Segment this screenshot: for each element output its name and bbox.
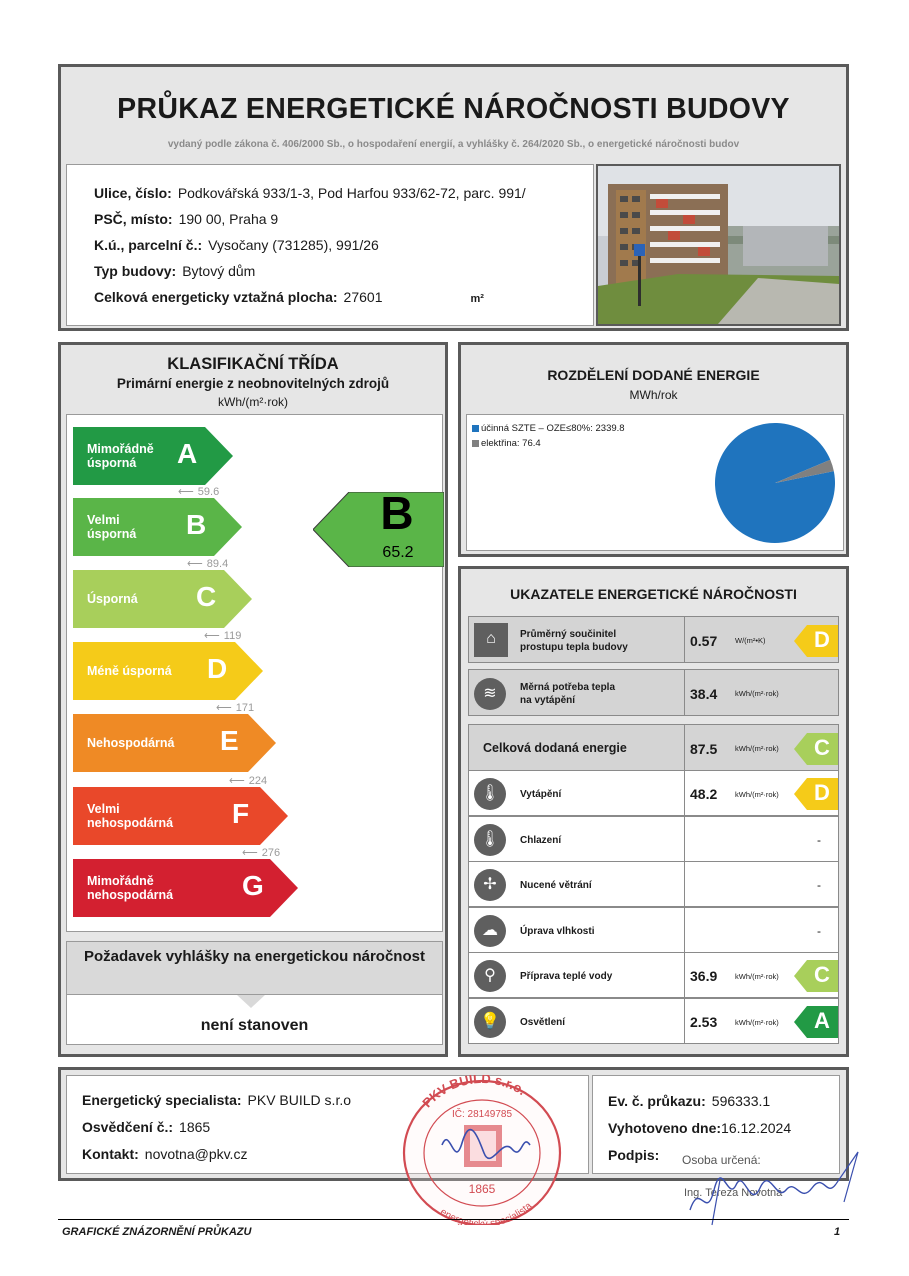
street-value: Podkovářská 933/1-3, Pod Harfou 933/62-72, parc. 991/ (177, 185, 526, 201)
distribution-unit: MWh/rok (629, 388, 678, 402)
threshold-arrow-icon: ⟵ (187, 558, 203, 570)
contact-value: novotna@pkv.cz (144, 1146, 248, 1162)
class-threshold (178, 485, 219, 498)
energy-band-label: Velmi nehospodárná (87, 802, 174, 830)
indicator-label: Osvětlení (520, 1016, 566, 1028)
indicator-label: Měrná potřeba tepla na vytápění (520, 681, 616, 706)
indicator-class-letter: C (814, 734, 830, 760)
indicator-unit: W/(m²•K) (735, 636, 766, 645)
distribution-title: ROZDĚLENÍ DODANÉ ENERGIE (547, 367, 760, 383)
indicator-class-letter: C (814, 962, 830, 987)
indicator-value: - (817, 833, 821, 847)
indicator-value: - (817, 924, 821, 938)
signature-person-role: Osoba určená: (682, 1153, 761, 1167)
contact-label: Kontakt: (82, 1146, 139, 1162)
indicator-unit: kWh/(m²·rok) (735, 1017, 779, 1027)
classification-title: KLASIFIKAČNÍ TŘÍDA (167, 355, 339, 373)
distribution-chart (466, 414, 844, 551)
energy-band-label: Úsporná (87, 592, 138, 606)
threshold-value: 119 (223, 630, 242, 642)
energy-band-label: Nehospodárná (87, 736, 175, 750)
energy-band-b (73, 498, 242, 556)
address-box (66, 164, 594, 326)
ku-row (94, 237, 379, 253)
indicator-value: - (817, 878, 821, 892)
requirement-title: Požadavek vyhlášky na energetickou náročnost (66, 941, 443, 995)
class-threshold (242, 846, 280, 859)
class-threshold (216, 701, 254, 714)
class-threshold (229, 774, 267, 787)
psc-value: 190 00, Praha 9 (178, 211, 279, 227)
indicators-title: UKAZATELE ENERGETICKÉ NÁROČNOSTI (510, 586, 797, 602)
street-label: Ulice, číslo: (94, 185, 172, 201)
indicator-unit: kWh/(m²·rok) (735, 744, 779, 753)
header-panel (58, 64, 849, 331)
indicator-class-badge (794, 625, 838, 657)
indicator-value: 0.57 (690, 632, 718, 649)
thermometer-cool-icon: 🌡 (474, 824, 506, 856)
result-class-letter: B (380, 487, 414, 539)
indicator-class-letter: A (814, 1008, 830, 1033)
indicator-unit: kWh/(m²·rok) (735, 789, 779, 799)
energy-band-letter: E (220, 725, 239, 756)
indicator-class-letter: D (814, 626, 830, 652)
indicator-label: Vytápění (520, 788, 562, 800)
indicator-class-badge (794, 733, 838, 765)
specialist-row (82, 1092, 351, 1108)
stamp-company-text: PKV BUILD s.r.o. (419, 1075, 529, 1111)
indicator-row (468, 616, 839, 663)
energy-band-label: Mimořádně úsporná (87, 442, 154, 470)
building-photo (596, 164, 841, 326)
indicator-class-letter: D (814, 780, 830, 805)
classification-panel (58, 342, 448, 1057)
energy-band-f (73, 787, 288, 845)
certificate-label: Osvědčení č.: (82, 1119, 174, 1135)
indicator-value: 48.2 (690, 786, 718, 802)
indicator-row (468, 952, 839, 998)
legend-item-szte (472, 423, 625, 434)
indicator-row (468, 907, 839, 953)
indicator-unit: kWh/(m²·rok) (735, 689, 779, 698)
energy-band-letter: D (207, 653, 228, 684)
date-value: 16.12.2024 (721, 1120, 792, 1136)
threshold-value: 59.6 (197, 486, 220, 498)
indicator-row (468, 770, 839, 816)
stamp-number-text: 1865 (468, 1182, 496, 1196)
indicator-value: 38.4 (690, 685, 718, 702)
evidence-label: Ev. č. průkazu: (608, 1093, 706, 1109)
contact-row (82, 1146, 247, 1162)
page-footer-label: GRAFICKÉ ZNÁZORNĚNÍ PRŮKAZU (62, 1226, 252, 1238)
signature-person-name: Ing. Tereza Novotná (684, 1187, 783, 1199)
indicator-value: 36.9 (690, 968, 718, 984)
indicators-panel (458, 566, 849, 1057)
threshold-arrow-icon: ⟵ (242, 847, 258, 859)
certificate-row (82, 1119, 210, 1135)
lightbulb-icon: 💡 (474, 1006, 506, 1038)
specialist-value: PKV BUILD s.r.o (247, 1092, 352, 1108)
indicator-row (468, 998, 839, 1044)
indicator-label: Průměrný součinitel prostupu tepla budovy (520, 628, 628, 653)
energy-band-letter: G (242, 870, 264, 901)
indicator-class-badge (794, 778, 838, 810)
classification-unit: kWh/(m²·rok) (218, 395, 288, 409)
specialist-label: Energetický specialista: (82, 1092, 242, 1108)
ku-label: K.ú., parcelní č.: (94, 237, 203, 253)
evidence-value: 596333.1 (711, 1093, 771, 1109)
energy-band-g (73, 859, 298, 917)
indicator-class-badge (794, 960, 838, 992)
area-value: 27601 (343, 289, 383, 305)
indicator-value: 87.5 (690, 740, 718, 757)
area-label: Celková energeticky vztažná plocha: (94, 289, 338, 305)
threshold-value: 276 (261, 847, 281, 859)
requirement-value: není stanoven (66, 995, 443, 1045)
legend-swatch (472, 425, 479, 432)
class-threshold (187, 557, 228, 570)
certificate-value: 1865 (179, 1119, 211, 1135)
indicator-label: Nucené větrání (520, 879, 592, 891)
class-threshold (204, 629, 241, 642)
indicator-unit: kWh/(m²·rok) (735, 971, 779, 981)
threshold-arrow-icon: ⟵ (204, 630, 220, 642)
indicator-row (468, 861, 839, 907)
indicator-label: Chlazení (520, 834, 562, 846)
energy-band-label: Velmi úsporná (87, 513, 137, 541)
thermometer-heat-icon: 🌡 (474, 778, 506, 810)
energy-band-letter: F (232, 798, 250, 829)
energy-band-letter: B (186, 509, 207, 540)
indicator-row (468, 816, 839, 862)
indicator-class-badge (794, 1006, 838, 1038)
street-row (94, 185, 526, 201)
page-number: 1 (834, 1226, 841, 1238)
psc-row (94, 211, 278, 227)
indicator-value: 2.53 (690, 1014, 718, 1030)
energy-band-letter: A (177, 438, 198, 469)
indicator-label: Úprava vlhkosti (520, 925, 595, 937)
page-title: PRŮKAZ ENERGETICKÉ NÁROČNOSTI BUDOVY (117, 93, 790, 125)
indicator-label: Příprava teplé vody (520, 970, 613, 982)
energy-distribution-panel (458, 342, 849, 557)
threshold-value: 89.4 (206, 558, 229, 570)
heat-need-icon: ≋ (474, 678, 506, 710)
energy-band-label: Méně úsporná (87, 664, 172, 678)
legend-item-electricity (472, 438, 541, 449)
type-value: Bytový dům (182, 263, 256, 279)
energy-band-d (73, 642, 263, 700)
threshold-value: 224 (248, 775, 268, 787)
evidence-row (608, 1093, 770, 1109)
indicator-row (468, 724, 839, 771)
area-unit: m² (470, 293, 484, 305)
result-class-value: 65.2 (382, 544, 414, 561)
ku-value: Vysočany (731285), 991/26 (208, 237, 379, 253)
type-row (94, 263, 255, 279)
pie-chart (711, 419, 839, 547)
page-subtitle: vydaný podle zákona č. 406/2000 Sb., o hospodaření energií, a vyhlášky č. 264/2020 Sb., o energetické náročnosti budov (167, 139, 740, 150)
threshold-value: 171 (235, 702, 255, 714)
area-row (94, 289, 484, 305)
company-stamp (372, 1075, 587, 1225)
energy-band-c (73, 570, 252, 628)
threshold-arrow-icon: ⟵ (178, 486, 194, 498)
stamp-ic-text: IČ: 28149785 (451, 1109, 513, 1120)
energy-scale (66, 414, 443, 932)
energy-band-letter: C (196, 581, 217, 612)
house-icon: ⌂ (474, 623, 508, 657)
threshold-arrow-icon: ⟵ (229, 775, 245, 787)
indicator-row (468, 669, 839, 716)
threshold-arrow-icon: ⟵ (216, 702, 232, 714)
signature (600, 1130, 880, 1230)
requirement-pointer (237, 995, 265, 1008)
legend-label: elektřina: 76.4 (481, 438, 541, 449)
date-label: Vyhotoveno dne: (608, 1120, 722, 1136)
energy-band-a (73, 427, 233, 485)
indicator-label: Celková dodaná energie (483, 741, 627, 755)
footer-rule (58, 1219, 849, 1220)
stamp-bottom-text: energetický specialista (438, 1200, 535, 1225)
classification-subtitle: Primární energie z neobnovitelných zdrojů (116, 376, 390, 391)
energy-band-label: Mimořádně nehospodárná (87, 874, 174, 902)
result-class-marker (313, 487, 444, 567)
legend-swatch (472, 440, 479, 447)
legend-label: účinná SZTE – OZE≤80%: 2339.8 (481, 423, 625, 434)
type-label: Typ budovy: (94, 263, 177, 279)
energy-band-e (73, 714, 276, 772)
faucet-icon: ⚲ (474, 960, 506, 992)
humidity-icon: ☁ (474, 915, 506, 947)
signature-label: Podpis: (608, 1147, 660, 1163)
psc-label: PSČ, místo: (94, 211, 173, 227)
fan-icon: ✢ (474, 869, 506, 901)
